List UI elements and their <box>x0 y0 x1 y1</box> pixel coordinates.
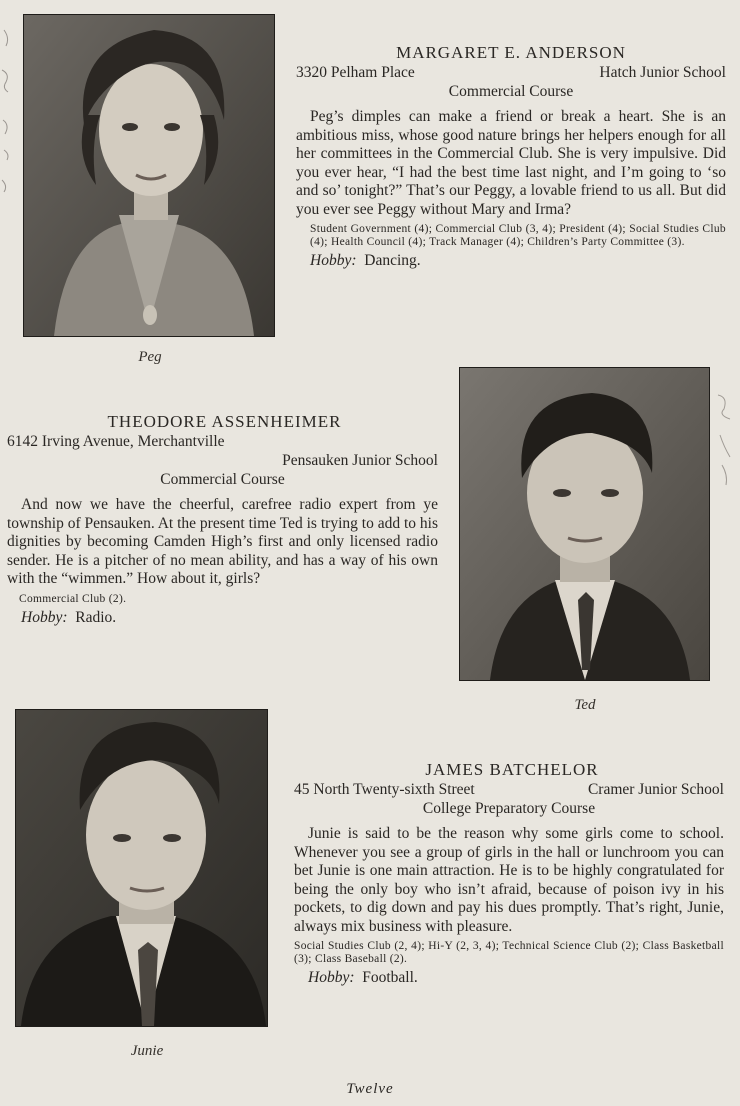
home-address: 6142 Irving Avenue, Merchantville <box>7 433 225 450</box>
course-of-study: College Preparatory Course <box>422 800 596 817</box>
student-entry-anderson <box>296 43 726 271</box>
biography-content: Junie is said to be the reason why some girls come to school. Whenever you see a group of girls in the hall or lunchroom you can bet Junie is one main attraction. He is to be highly congratulated for being the only boy who isn’t afraid, because of poison ivy in his pockets, to dig down and pay his dues promptly. That’s right, Junie, always mix business with pleasure. <box>294 825 724 935</box>
home-address: 45 North Twenty-sixth Street <box>294 781 475 798</box>
biography-text <box>294 825 724 936</box>
course-of-study: Commercial Course <box>448 83 574 100</box>
hobby-value: Dancing. <box>364 252 421 269</box>
junior-school: Cramer Junior School <box>587 781 724 798</box>
biography-text <box>296 108 726 219</box>
biography-text <box>7 496 438 589</box>
hobby-line <box>294 968 724 988</box>
activities-list: Commercial Club (2). <box>19 592 127 605</box>
pencil-margin-marks-right <box>712 385 740 495</box>
portrait-photo-ted <box>459 367 710 681</box>
page-number: Twelve <box>346 1081 394 1097</box>
photo-caption: Peg <box>138 349 162 365</box>
student-name: JAMES BATCHELOR <box>425 760 599 779</box>
activities-list: Social Studies Club (2, 4); Hi-Y (2, 3, 4); Technical Science Club (2); Class Basketball (3); Class Baseball (2). <box>294 940 724 965</box>
activities-list: Student Government (4); Commercial Club (3, 4); President (4); Social Studies Club (4); Health Council (4); Track Manager (4); Children’s Party Committee (3). <box>310 223 726 248</box>
home-address: 3320 Pelham Place <box>296 64 415 81</box>
hobby-value: Radio. <box>75 609 117 626</box>
pencil-margin-marks <box>0 20 22 220</box>
portrait-peg-image <box>24 15 274 336</box>
junior-school: Hatch Junior School <box>599 64 726 81</box>
student-entry-batchelor <box>294 760 724 988</box>
portrait-photo-peg <box>23 14 275 337</box>
student-name: THEODORE ASSENHEIMER <box>107 412 342 431</box>
course-of-study: Commercial Course <box>160 471 285 488</box>
biography-content: Peg’s dimples can make a friend or break a heart. She is an ambitious miss, whose good nature brings her helpers enough for all her committees in the Commercial Club. She is very impulsive. Did you ever hear, “I had the best time last night, and I’m going to ‘so and so’ tonight?” That’s our Peggy, a lovable friend to us all. But did you ever see Peggy without Mary and Irma? <box>296 108 726 218</box>
hobby-label: Hobby: <box>308 969 355 986</box>
address-line <box>294 780 724 799</box>
junior-school: Pensauken Junior School <box>282 452 438 469</box>
student-entry-assenheimer <box>7 412 438 628</box>
portrait-junie-image <box>16 710 267 1026</box>
hobby-line <box>7 608 438 628</box>
student-name: MARGARET E. ANDERSON <box>396 43 626 62</box>
photo-caption: Ted <box>574 697 596 713</box>
portrait-ted-image <box>460 368 709 680</box>
portrait-photo-junie <box>15 709 268 1027</box>
hobby-label: Hobby: <box>21 609 68 626</box>
hobby-value: Football. <box>362 969 418 986</box>
biography-content: And now we have the cheerful, carefree radio expert from ye township of Pensauken. At the present time Ted is trying to add to his dignities by becoming Camden High’s first and only licensed radio sender. He is a pitcher of no mean ability, and has a way of his own with the “wimmen.” How about it, girls? <box>7 496 438 587</box>
address-line <box>296 63 726 82</box>
hobby-line <box>296 251 726 271</box>
hobby-label: Hobby: <box>310 252 357 269</box>
photo-caption: Junie <box>130 1043 164 1059</box>
